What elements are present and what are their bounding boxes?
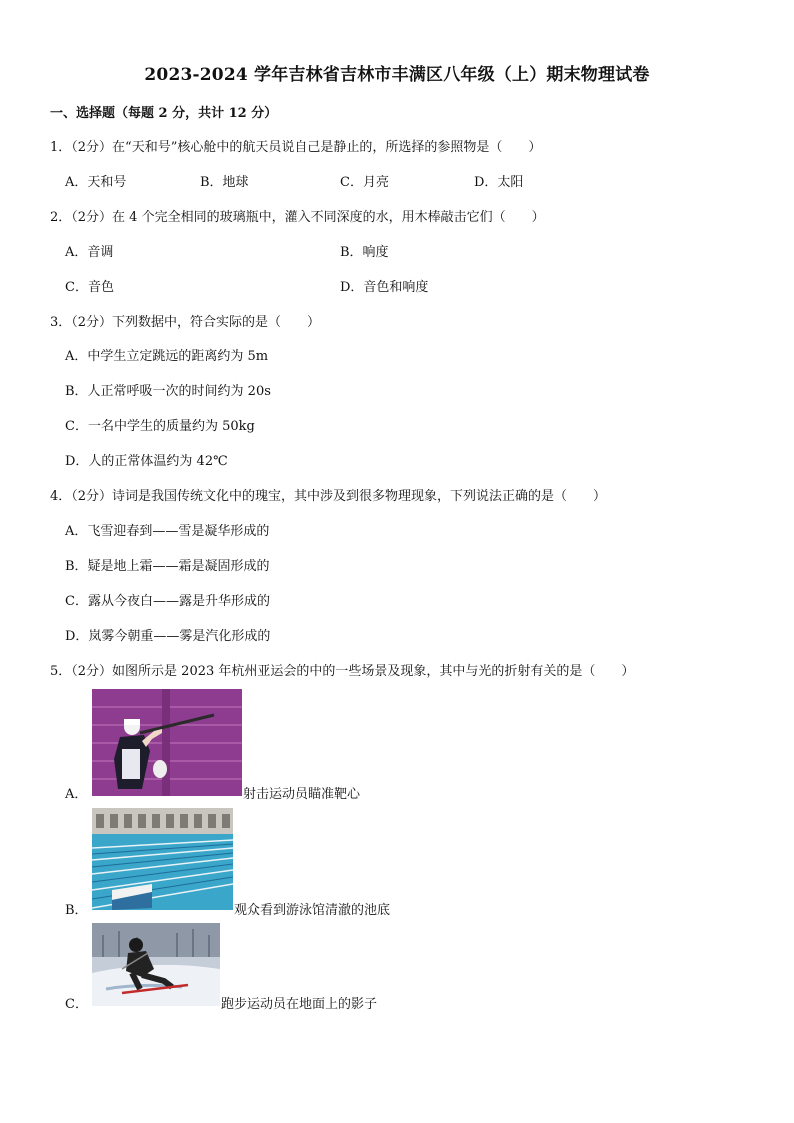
shooter-image[interactable] [92,689,242,796]
q2-option-b[interactable]: B．响度 [340,245,389,260]
q3-option-d[interactable]: D．人的正常体温约为 42℃ [65,454,228,469]
q2-option-c[interactable]: C．音色 [65,280,114,295]
section-heading: 一、选择题（每题 2 分，共计 12 分） [50,106,278,121]
q2-option-a[interactable]: A．音调 [65,245,114,260]
skier-image[interactable] [92,923,220,1006]
question-5-stem: 5．（2分）如图所示是 2023 年杭州亚运会的中的一些场景及现象，其中与光的折射有关的是（ ） [50,664,635,679]
q1-option-c[interactable]: C．月亮 [340,175,389,190]
question-4-stem: 4．（2分）诗词是我国传统文化中的瑰宝，其中涉及到很多物理现象，下列说法正确的是（ ） [50,489,607,504]
page-title: 2023-2024 学年吉林省吉林市丰满区八年级（上）期末物理试卷 [144,65,650,85]
question-2-stem: 2．（2分）在 4 个完全相同的玻璃瓶中，灌入不同深度的水，用木棒敲击它们（ ） [50,210,545,225]
q5-option-a-letter: A． [65,787,88,802]
q5-option-a-caption[interactable]: 射击运动员瞄准靶心 [243,787,361,802]
swimming-pool-image[interactable] [92,808,233,910]
question-1-stem: 1．（2分）在“天和号”核心舱中的航天员说自己是静止的，所选择的参照物是（ ） [50,140,542,155]
q2-option-d[interactable]: D．音色和响度 [340,280,429,295]
q1-option-a[interactable]: A．天和号 [65,175,127,190]
q1-option-d[interactable]: D．太阳 [474,175,524,190]
q5-option-c-caption[interactable]: 跑步运动员在地面上的影子 [221,997,378,1012]
q3-option-a[interactable]: A．中学生立定跳远的距离约为 5m [65,349,269,364]
q4-option-c[interactable]: C．露从今夜白——露是升华形成的 [65,594,270,609]
q4-option-d[interactable]: D．岚雾今朝重——雾是汽化形成的 [65,629,271,644]
q4-option-a[interactable]: A．飞雪迎春到——雪是凝华形成的 [65,524,270,539]
q3-option-c[interactable]: C．一名中学生的质量约为 50kg [65,419,255,434]
q5-option-b-letter: B． [65,903,88,918]
question-3-stem: 3．（2分）下列数据中，符合实际的是（ ） [50,315,321,330]
q1-option-b[interactable]: B．地球 [200,175,249,190]
q4-option-b[interactable]: B．疑是地上霜——霜是凝固形成的 [65,559,270,574]
q5-option-b-caption[interactable]: 观众看到游泳馆清澈的池底 [234,903,391,918]
q5-option-c-letter: C． [65,997,88,1012]
q3-option-b[interactable]: B．人正常呼吸一次的时间约为 20s [65,384,271,399]
